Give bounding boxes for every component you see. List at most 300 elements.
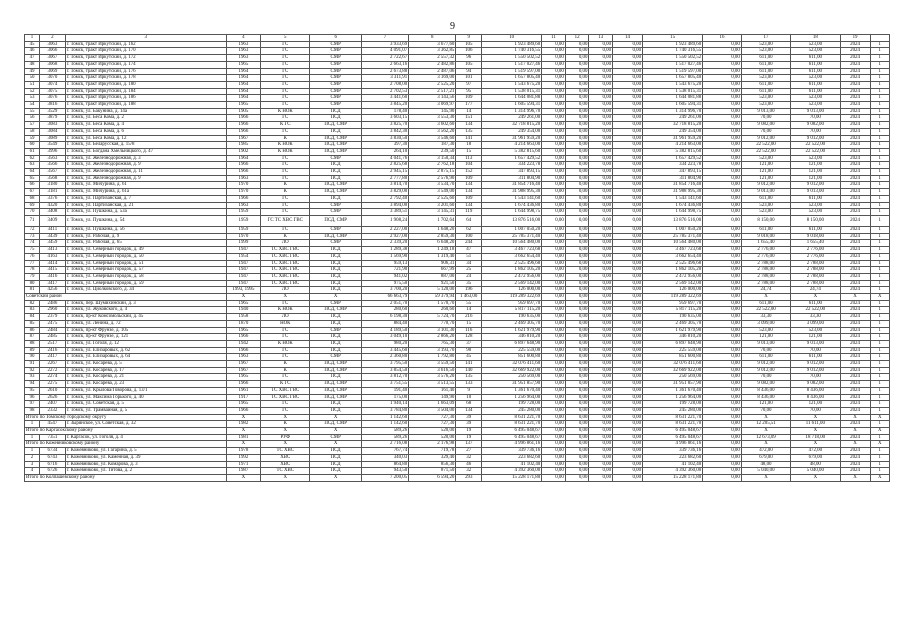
table-cell: 3 099,00 (791, 320, 840, 327)
table-cell: 3 812,70 (361, 374, 408, 381)
table-row (25, 361, 890, 368)
table-cell: 223 682,60 (482, 454, 542, 461)
table-cell: 2 (25, 454, 40, 461)
table-cell: 0,00 (613, 307, 643, 314)
table-cell: 0,00 (613, 226, 643, 233)
table-cell: 2 472 956,00 (643, 273, 703, 280)
table-cell: 3 099,00 (741, 320, 790, 327)
table-cell: 3083 (40, 122, 66, 129)
table-cell: 3414 (40, 260, 66, 267)
table-cell: 0,00 (589, 135, 613, 142)
table-cell: 55 (456, 300, 482, 307)
table-cell: 0,00 (589, 102, 613, 109)
table-cell: 178,40 (361, 108, 408, 115)
table-cell: 347 893,15 (482, 169, 542, 176)
table-cell: X (261, 414, 310, 421)
table-cell: 1 655,40 (791, 240, 840, 247)
table-cell: 0,00 (613, 287, 643, 294)
table-cell: 1 (870, 162, 889, 169)
table-row (25, 394, 890, 401)
table-cell: 1964 (226, 68, 260, 75)
table-cell: 32 669 922,00 (482, 367, 542, 374)
table-cell: 51 (25, 81, 40, 88)
table-cell: 70,00 (791, 128, 840, 135)
table-cell: 0,00 (613, 441, 643, 448)
table-cell: 2 469 305,70 (643, 320, 703, 327)
table-cell: 47 (25, 55, 40, 62)
table-cell: 0,00 (565, 189, 589, 196)
table-cell: 980,20 (361, 340, 408, 347)
table-cell: 1966 (226, 115, 260, 122)
table-cell: 2024 (840, 61, 870, 68)
table-row (25, 233, 890, 240)
table-cell: 2024 (840, 334, 870, 341)
table-cell: 2 927,00 (361, 233, 408, 240)
table-cell: X (870, 294, 889, 301)
table-cell: ТС ХВС ГВС (261, 280, 310, 287)
table-cell: 1 (870, 401, 889, 408)
table-cell: 57 (25, 122, 40, 129)
table-cell: 0,00 (542, 122, 566, 129)
table-cell: 90 (456, 347, 482, 354)
table-cell: 0,00 (589, 215, 613, 226)
table-row (25, 421, 890, 428)
table-cell: X (261, 294, 310, 301)
table-cell: г. Кожевниково, ул. Гагарина, д. 5 (65, 448, 226, 455)
table-cell: 765,30 (409, 340, 456, 347)
table-cell: 0,00 (565, 108, 589, 115)
table-cell: 1947 (226, 260, 260, 267)
table-cell: 3 169,00 (409, 75, 456, 82)
table-cell: 2 716,08 (361, 441, 408, 448)
table-cell: СМР (310, 202, 362, 209)
table-cell: 96 (25, 394, 40, 401)
table-cell: 0,00 (613, 394, 643, 401)
table-cell: ПСД, СМР (310, 307, 362, 314)
table-cell: 5 724,70 (409, 314, 456, 321)
table-cell: 8 436,00 (741, 387, 790, 394)
table-cell: 1958 (226, 314, 260, 321)
table-cell: 0,00 (613, 175, 643, 182)
page-number: 9 (450, 21, 455, 32)
table-cell: 8 150,00 (791, 215, 840, 226)
table-cell: К ГС (261, 122, 310, 129)
table-cell: 1 256 964,00 (482, 394, 542, 401)
table-cell: 2024 (840, 209, 870, 216)
table-cell: 611,00 (791, 81, 840, 88)
table-cell: 69 (25, 202, 40, 209)
table-cell: 887,00 (409, 273, 456, 280)
table-cell: ГС (261, 401, 310, 408)
table-cell: 19 (456, 434, 482, 441)
table-cell: 0,00 (565, 307, 589, 314)
table-cell: 68 (456, 401, 482, 408)
table-cell: 90 (25, 354, 40, 361)
table-cell: 1 569,90 (361, 253, 408, 260)
table-cell: 1963 (226, 354, 260, 361)
table-cell: СМР (310, 41, 362, 48)
table-cell: 10 564 480,00 (643, 240, 703, 247)
table-cell: 0,00 (565, 226, 589, 233)
table-row (25, 195, 890, 202)
table-cell: г. Томск, ул. Максима Горького, д. 40 (65, 394, 226, 401)
table-cell: 1 (870, 55, 889, 62)
table-cell: 2 517,21 (409, 88, 456, 95)
table-cell: 2 525 496,68 (482, 260, 542, 267)
table-cell: 109 (456, 195, 482, 202)
table-cell: 35 (456, 280, 482, 287)
table-cell: 0,00 (703, 327, 742, 334)
table-cell: 0,00 (565, 347, 589, 354)
table-cell: 0,00 (542, 75, 566, 82)
table-cell: 196 (456, 287, 482, 294)
table-cell: 0,00 (613, 155, 643, 162)
table-cell: 2024 (840, 381, 870, 388)
table-cell: 523,00 (791, 155, 840, 162)
table-cell: 65 (25, 175, 40, 182)
table-cell: 9 012,00 (741, 135, 790, 142)
table-cell: 14 (456, 307, 482, 314)
table-cell: 0,00 (565, 448, 589, 455)
table-cell: 2024 (840, 55, 870, 62)
table-cell: 1 538 015,31 (643, 88, 703, 95)
table-cell: 3069 (40, 68, 66, 75)
table-cell: г. Томск, ул. Рабочая, д. 9 (65, 233, 226, 240)
table-cell: 1917 (226, 394, 260, 401)
table-cell: 260,60 (409, 307, 456, 314)
table-cell: 11 611,00 (791, 421, 840, 428)
table-row (25, 108, 890, 115)
table-cell: 104 (456, 162, 482, 169)
table-cell: 1967 (226, 135, 260, 142)
table-cell: 0,00 (613, 182, 643, 189)
table-cell: 1 (870, 75, 889, 82)
table-cell: 1 655,40 (741, 240, 790, 247)
table-cell: 6 495 048,67 (482, 428, 542, 435)
table-cell: 0,00 (703, 148, 742, 155)
table-cell: 611,00 (741, 226, 790, 233)
table-cell: 52 (25, 88, 40, 95)
table-cell: 24,74 (791, 287, 840, 294)
table-cell: 0,00 (565, 75, 589, 82)
table-cell: 2 525,20 (409, 81, 456, 88)
table-cell: 0,00 (589, 122, 613, 129)
table-cell: 589,26 (361, 434, 408, 441)
table-cell: 334 223,78 (643, 162, 703, 169)
table-cell: 2024 (840, 115, 870, 122)
table-cell: 0,00 (565, 300, 589, 307)
table-row (25, 327, 890, 334)
table-cell: 63 (25, 162, 40, 169)
table-cell: 523,00 (791, 95, 840, 102)
table-cell: X (840, 475, 870, 482)
table-cell: 0,00 (565, 102, 589, 109)
table-cell: 0,00 (703, 162, 742, 169)
table-cell: 1942 (226, 340, 260, 347)
table-cell: 79 (25, 273, 40, 280)
table-cell: 2960 (40, 307, 66, 314)
table-cell: 3 534,70 (409, 182, 456, 189)
table-cell: 9 (456, 35, 482, 42)
table-cell: 1 543 675,20 (482, 81, 542, 88)
table-cell: 2024 (840, 122, 870, 129)
table-cell: 1964 (226, 88, 260, 95)
table-cell: 32 718 815,20 (643, 122, 703, 129)
table-cell: 46 (25, 48, 40, 55)
table-cell: 70,00 (741, 115, 790, 122)
table-cell: ПСД (310, 260, 362, 267)
table-cell: 864,80 (361, 461, 408, 468)
table-cell: 0,00 (613, 202, 643, 209)
table-cell: 48,00 (791, 461, 840, 468)
table-cell: 3529 (40, 108, 66, 115)
table-cell: 0,00 (703, 169, 742, 176)
table-cell: 47 (456, 247, 482, 254)
table-cell: 0,00 (542, 209, 566, 216)
table-cell: 523,00 (741, 48, 790, 55)
table-cell: 523,00 (741, 327, 790, 334)
table-cell: 0,00 (589, 195, 613, 202)
table-cell: 472,00 (741, 448, 790, 455)
table-cell: 3 562,20 (409, 128, 456, 135)
table-row (25, 300, 890, 307)
table-cell: 6 495 048,67 (643, 428, 703, 435)
table-cell: 0,00 (589, 260, 613, 267)
table-row (25, 448, 890, 455)
table-cell: 679,00 (791, 454, 840, 461)
table-cell: ТС ХВС ГВС (261, 260, 310, 267)
table-cell: 4 (226, 35, 260, 42)
table-cell: 1905 (226, 108, 260, 115)
table-cell: X (870, 414, 889, 421)
table-cell: 2517 (40, 340, 66, 347)
table-cell: 1964 (226, 75, 260, 82)
table-cell: 72 (25, 226, 40, 233)
table-cell: 81 (25, 287, 40, 294)
table-cell: 0,00 (565, 95, 589, 102)
table-row (25, 280, 890, 287)
table-cell: 0,00 (613, 195, 643, 202)
table-cell: X (226, 441, 260, 448)
table-cell: г. Томск, тракт Иркутский, д. 188 (65, 102, 226, 109)
table-cell: 329,40 (409, 454, 456, 461)
table-cell: ПСД (310, 448, 362, 455)
table-cell: г. Томск, ул. Железнодорожная, д. 9 (65, 175, 226, 182)
table-cell: X (310, 475, 362, 482)
table-cell: 0,00 (542, 347, 566, 354)
table-cell: 0,00 (565, 421, 589, 428)
table-cell: 45 (456, 354, 482, 361)
table-cell: 943,50 (361, 468, 408, 475)
table-cell: 1 543 141,60 (482, 195, 542, 202)
table-cell: 121,00 (741, 401, 790, 408)
table-cell: 1964 (226, 81, 260, 88)
table-cell: 9 012,00 (741, 367, 790, 374)
table-cell: 0,00 (613, 142, 643, 149)
table-cell: 1964 (226, 95, 260, 102)
table-cell: 311 804,90 (643, 175, 703, 182)
table-cell: К НОК (261, 340, 310, 347)
table-cell: 1 (870, 175, 889, 182)
table-cell: 0,00 (542, 247, 566, 254)
table-cell: 2024 (840, 387, 870, 394)
table-cell: 4 041,76 (361, 155, 408, 162)
table-cell: 1 (870, 260, 889, 267)
table-cell: 0,00 (703, 48, 742, 55)
table-cell: 2 722,67 (361, 55, 408, 62)
table-cell: 6716 (40, 461, 66, 468)
table-cell: ПСД (310, 461, 362, 468)
table-cell: 0,00 (703, 320, 742, 327)
table-cell: 1 862 105,20 (482, 267, 542, 274)
table-cell: 1970 (226, 233, 260, 240)
table-cell: 9 013,00 (741, 340, 790, 347)
table-cell: 1999 (226, 240, 260, 247)
table-cell: 0,00 (542, 414, 566, 421)
table-cell: 0,00 (703, 61, 742, 68)
table-cell: г. Томск, ул. Циолковского, д. 34 (65, 287, 226, 294)
table-cell: 121,00 (741, 162, 790, 169)
table-cell: 3567 (40, 169, 66, 176)
table-cell: 280,60 (361, 307, 408, 314)
table-cell: ГС (261, 162, 310, 169)
table-cell: 3067 (40, 55, 66, 62)
table-cell: 0,00 (703, 189, 742, 196)
table-cell: 2 945,15 (361, 169, 408, 176)
table-cell: 1 361 670,40 (482, 387, 542, 394)
table-cell: 0,00 (613, 135, 643, 142)
table-cell: 0,00 (703, 340, 742, 347)
table-cell: 1 657 429,52 (482, 155, 542, 162)
table-cell: К (261, 361, 310, 368)
table-cell: 6 198,30 (361, 314, 408, 321)
table-cell: 97 (25, 401, 40, 408)
table-cell: г. Томск, ул. Партизанская, д. 7 (65, 195, 226, 202)
table-row (25, 128, 890, 135)
table-cell: 32 718 815,20 (482, 122, 542, 129)
table-cell: 0,00 (542, 267, 566, 274)
table-cell: 1965 (226, 327, 260, 334)
table-cell: 83 (25, 307, 40, 314)
table-cell: 0,00 (703, 294, 742, 301)
table-cell: 190 635,00 (482, 314, 542, 321)
table-cell: 0,00 (613, 88, 643, 95)
table-cell: 3 150,34 (409, 155, 456, 162)
table-cell: 0,00 (542, 108, 566, 115)
table-cell: 225 559,00 (482, 347, 542, 354)
table-cell: 523,00 (741, 209, 790, 216)
table-cell: ПСД, СМР (310, 122, 362, 129)
table-cell: 0,00 (542, 475, 566, 482)
table-cell: 0,00 (703, 102, 742, 109)
table-cell: 1 923 489,60 (643, 41, 703, 48)
table-cell: ПСД, СМР (310, 148, 362, 155)
table-cell: Итого по Кожевниковскому району (25, 441, 227, 448)
table-row (25, 354, 890, 361)
table-cell: ПСД (310, 347, 362, 354)
table-cell: 0,00 (703, 260, 742, 267)
table-cell: 3 504,00 (409, 407, 456, 414)
table-cell: К (261, 421, 310, 428)
table-cell: 2 776,00 (741, 247, 790, 254)
table-cell: ТС ХВС ГВС (261, 253, 310, 260)
table-cell: 91 (25, 361, 40, 368)
table-cell: 95 (456, 88, 482, 95)
table-cell: X (741, 414, 790, 421)
table-cell: 55 (25, 108, 40, 115)
table-cell: 93 (25, 374, 40, 381)
table-cell: X (261, 441, 310, 448)
table-cell: 2024 (840, 454, 870, 461)
table-cell: 0,00 (589, 347, 613, 354)
table-cell: г. Томск, ул. Гоголя, д. 12 (65, 340, 226, 347)
table-cell: 2024 (840, 226, 870, 233)
table-cell: 27 (456, 448, 482, 455)
table-cell: 0,00 (542, 61, 566, 68)
table-cell: X (226, 294, 260, 301)
table-cell: 1 (870, 247, 889, 254)
table-cell: ПСД, СМР (310, 142, 362, 149)
table-cell: 10 (482, 35, 542, 42)
table-cell: 2024 (840, 233, 870, 240)
table-cell: 0,00 (703, 468, 742, 475)
table-cell: X (226, 414, 260, 421)
table-cell: 0,00 (703, 267, 742, 274)
table-cell: 1 007 050,20 (643, 226, 703, 233)
table-cell: 0,00 (589, 421, 613, 428)
table-cell: 0,00 (589, 202, 613, 209)
table-cell: 1 (870, 88, 889, 95)
table-row (25, 367, 890, 374)
table-cell: 9 012,00 (791, 135, 840, 142)
table-cell: ПСД (310, 108, 362, 115)
table-cell: 1985 (226, 142, 260, 149)
table-cell: 0,00 (703, 226, 742, 233)
table-row (25, 334, 890, 341)
table-cell: 3 193,70 (409, 347, 456, 354)
table-cell: 2024 (840, 327, 870, 334)
table-cell: ПСД (310, 287, 362, 294)
table-row (25, 387, 890, 394)
table-cell: 3 784,80 (361, 407, 408, 414)
table-cell: 3 829,00 (361, 189, 408, 196)
table-cell: 33,30 (741, 314, 790, 321)
table-cell: 0,00 (703, 314, 742, 321)
table-cell: 2024 (840, 374, 870, 381)
table-cell: 31 951 857,90 (482, 381, 542, 388)
table-cell: 0,00 (703, 434, 742, 441)
table-cell: 1 621 979,90 (643, 327, 703, 334)
table-cell: 5 040,00 (741, 468, 790, 475)
subtotal-row (25, 428, 890, 435)
table-cell: г. Томск, ул. Беларусская, д. 15/8 (65, 142, 226, 149)
table-cell: ПСД (310, 468, 362, 475)
table-cell: 66 (25, 182, 40, 189)
table-cell: 0,00 (613, 381, 643, 388)
table-cell: 56 (25, 115, 40, 122)
table-cell: 3 549,00 (409, 189, 456, 196)
table-cell: 0,00 (542, 215, 566, 226)
table-cell: 2024 (840, 135, 870, 142)
table-cell: 0,00 (613, 361, 643, 368)
table-cell: X (226, 428, 260, 435)
table-cell: 12 673,09 (741, 434, 790, 441)
table-cell: 0,00 (613, 61, 643, 68)
table-cell: 856,30 (409, 461, 456, 468)
table-cell: 3 389,51 (361, 209, 408, 216)
table-cell: 1966 (226, 122, 260, 129)
table-cell: 4 392 360,00 (643, 468, 703, 475)
